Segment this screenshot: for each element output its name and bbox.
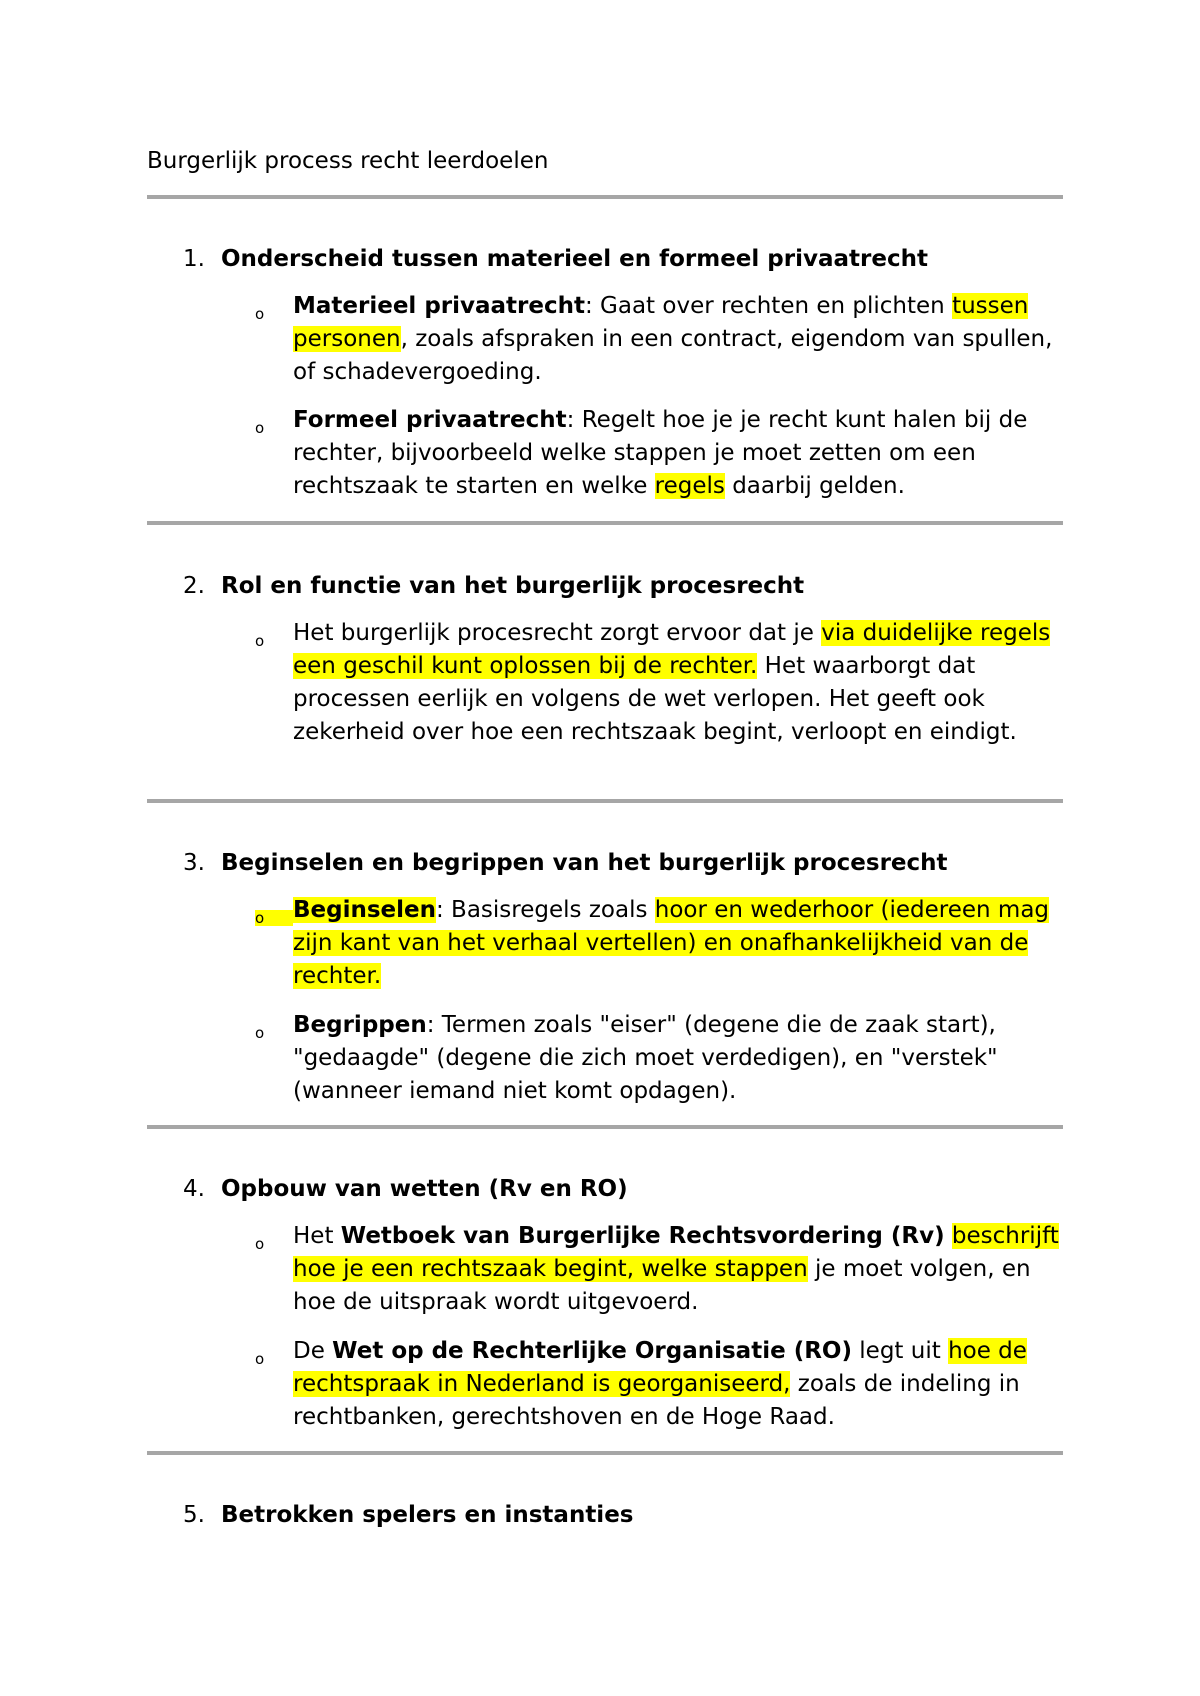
section-3-title: Beginselen en begrippen van het burgerlijk procesrecht — [221, 850, 948, 876]
section-1-item-2: Formeel privaatrecht: Regelt hoe je je recht kunt halen bij de rechter, bijvoorbeeld welke stappen je moet zetten om een rechtszaak te starten en welke regels daarbij gelden. — [293, 407, 1028, 499]
term-label: Wetboek van Burgerlijke Rechtsvordering (Rv) — [340, 1223, 945, 1249]
bullet-icon: o — [255, 1024, 265, 1042]
section-1-title: Onderscheid tussen materieel en formeel privaatrecht — [221, 246, 928, 272]
section-divider — [147, 521, 1063, 525]
section-divider — [147, 1125, 1063, 1129]
term-label: Materieel privaatrecht — [293, 293, 585, 319]
highlighted-text: via duidelijke regels een geschil kunt oplossen bij de rechter. — [293, 620, 1051, 679]
section-3-item-2: Begrippen: Termen zoals "eiser" (degene die de zaak start), "gedaagde" (degene die zich moet verdedigen), en "verstek" (wanneer iemand niet komt opdagen). — [293, 1012, 998, 1104]
term-label: Begrippen — [293, 1012, 427, 1038]
bullet-icon: o — [255, 1350, 265, 1368]
section-4-number: 4. — [183, 1176, 205, 1202]
term-label: Formeel privaatrecht — [293, 407, 567, 433]
bullet-icon: o — [255, 305, 265, 323]
document-title: Burgerlijk process recht leerdoelen — [147, 148, 549, 174]
section-divider — [147, 195, 1063, 199]
section-1-number: 1. — [183, 246, 205, 272]
bullet-icon: o — [255, 910, 293, 926]
section-5-heading — [183, 1500, 633, 1530]
highlighted-text: regels — [654, 473, 725, 499]
section-5-title: Betrokken spelers en instanties — [221, 1502, 634, 1528]
section-2-number: 2. — [183, 573, 205, 599]
bullet-icon: o — [255, 419, 265, 437]
section-2-heading — [183, 571, 804, 601]
term-label: Wet op de Rechterlijke Organisatie (RO) — [332, 1338, 852, 1364]
section-5-number: 5. — [183, 1502, 205, 1528]
section-4-item-1: Het Wetboek van Burgerlijke Rechtsvordering (Rv) beschrijft hoe je een rechtszaak begint, welke stappen je moet volgen, en hoe de uitspraak wordt uitgevoerd. — [293, 1223, 1059, 1315]
highlighted-text: tussen personen — [293, 293, 1029, 352]
bullet-icon: o — [255, 1235, 265, 1253]
highlighted-text: hoe de rechtspraak in Nederland is georganiseerd, — [293, 1338, 1027, 1397]
highlighted-text: hoor en wederhoor (iedereen mag zijn kant van het verhaal vertellen) en onafhankelijkheid van de rechter. — [293, 897, 1050, 989]
section-divider — [147, 799, 1063, 803]
bullet-icon: o — [255, 632, 265, 650]
section-3-item-1: Beginselen: Basisregels zoals hoor en wederhoor (iedereen mag zijn kant van het verhaal vertellen) en onafhankelijkheid van de rechter. — [293, 897, 1050, 989]
section-2-title: Rol en functie van het burgerlijk procesrecht — [221, 573, 805, 599]
section-4-title: Opbouw van wetten (Rv en RO) — [221, 1176, 628, 1202]
section-1-heading — [183, 244, 928, 274]
highlighted-text: beschrijft hoe je een rechtszaak begint, welke stappen — [293, 1223, 1059, 1282]
section-3-heading — [183, 848, 948, 878]
section-4-item-2: De Wet op de Rechterlijke Organisatie (RO) legt uit hoe de rechtspraak in Nederland is georganiseerd, zoals de indeling in rechtbanken, gerechtshoven en de Hoge Raad. — [293, 1338, 1027, 1430]
section-divider — [147, 1451, 1063, 1455]
section-4-heading — [183, 1174, 628, 1204]
section-1-item-1: Materieel privaatrecht: Gaat over rechten en plichten tussen personen, zoals afspraken in een contract, eigendom van spullen, of schadevergoeding. — [293, 293, 1053, 385]
term-label: Beginselen — [293, 897, 436, 923]
section-2-item-1: Het burgerlijk procesrecht zorgt ervoor dat je via duidelijke regels een geschil kunt oplossen bij de rechter. Het waarborgt dat processen eerlijk en volgens de wet verlopen. Het geeft ook zekerheid over hoe een rechtszaak begint, verloopt en eindigt. — [293, 620, 1051, 745]
section-3-number: 3. — [183, 850, 205, 876]
